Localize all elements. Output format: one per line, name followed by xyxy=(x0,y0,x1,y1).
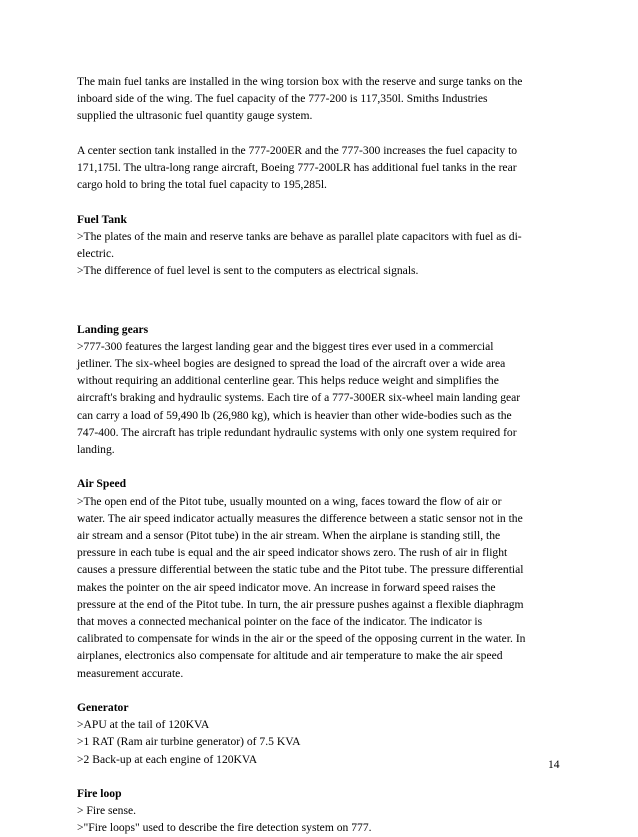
text-line: landing. xyxy=(77,443,115,457)
text-line: > Fire sense. xyxy=(77,804,137,818)
text-line: >1 RAT (Ram air turbine generator) of 7.5 KVA xyxy=(77,735,301,749)
text-line: airplanes, electronics also compensate for altitude and air temperature to make the air speed xyxy=(77,649,503,663)
section-landing-gears xyxy=(77,321,567,459)
section-fire-loop xyxy=(77,785,567,837)
text-line: pressure in each tube is equal and the air speed indicator shows zero. The rush of air in flight xyxy=(77,546,508,560)
text-line: inboard side of the wing. The fuel capacity of the 777-200 is 117,350l. Smiths Industries xyxy=(77,92,488,106)
section-heading: Landing gears xyxy=(77,322,149,336)
text-line: 171,175l. The ultra-long range aircraft, Boeing 777-200LR has additional fuel tanks in the rear xyxy=(77,161,517,174)
section-heading: Fire loop xyxy=(77,787,122,801)
text-line: jetliner. The six-wheel bogies are designed to spread the load of the aircraft over a wide area xyxy=(77,357,506,370)
text-line: The main fuel tanks are installed in the wing torsion box with the reserve and surge tanks on the xyxy=(77,75,523,88)
spacer xyxy=(77,768,567,785)
document-body xyxy=(77,73,567,837)
text-line: >The difference of fuel level is sent to the computers as electrical signals. xyxy=(77,264,419,278)
spacer xyxy=(77,279,567,303)
spacer xyxy=(77,193,567,210)
text-line: >2 Back-up at each engine of 120KVA xyxy=(77,752,258,766)
text-line: cargo hold to bring the total fuel capacity to 195,285l. xyxy=(77,178,327,192)
text-line: supplied the ultrasonic fuel quantity gauge system. xyxy=(77,109,313,123)
section-fuel-tank xyxy=(77,211,567,280)
text-line: air stream and a sensor (Pitot tube) in the air stream. When the airplane is standing still, the xyxy=(77,529,501,543)
text-line: calibrated to compensate for winds in the air or the speed of the opposing current in the water. In xyxy=(77,632,526,646)
text-line: electric. xyxy=(77,247,115,260)
spacer xyxy=(77,303,567,320)
section-heading: Generator xyxy=(77,701,129,715)
page-number: 14 xyxy=(548,758,560,771)
text-line: measurement accurate. xyxy=(77,666,184,680)
section-heading: Fuel Tank xyxy=(77,212,127,226)
section-air-speed xyxy=(77,475,567,681)
text-line: >777-300 features the largest landing gear and the biggest tires ever used in a commercial xyxy=(77,339,494,353)
text-line: without requiring an additional centerline gear. This helps reduce weight and simplifies the xyxy=(77,374,499,388)
text-line: >The open end of the Pitot tube, usually mounted on a wing, faces toward the flow of air or xyxy=(77,494,502,508)
text-line: water. The air speed indicator actually measures the difference between a static sensor not in the xyxy=(77,511,523,525)
text-line: can carry a load of 59,490 lb (26,980 kg), which is heavier than other wide-bodies such as the xyxy=(77,408,512,422)
text-line: causes a pressure differential between the static tube and the Pitot tube. The pressure differential xyxy=(77,563,524,577)
text-line: 747-400. The aircraft has triple redundant hydraulic systems with only one system required for xyxy=(77,425,517,439)
text-line: makes the pointer on the air speed indicator move. An increase in forward speed raises the xyxy=(77,580,496,594)
text-line: A center section tank installed in the 777-200ER and the 777-300 increases the fuel capacity to xyxy=(77,143,518,157)
spacer xyxy=(77,125,567,142)
spacer xyxy=(77,682,567,699)
text-line: that moves a connected mechanical pointer on the face of the indicator. The indicator is xyxy=(77,615,483,629)
text-line: >"Fire loops" used to describe the fire detection system on 777. xyxy=(77,821,372,835)
section-heading: Air Speed xyxy=(77,477,127,491)
text-line: aircraft's braking and hydraulic systems. Each tire of a 777-300ER six-wheel main landing gear xyxy=(77,391,521,405)
text-line: >The plates of the main and reserve tanks are behave as parallel plate capacitors with fuel as di- xyxy=(77,229,522,243)
text-line: >APU at the tail of 120KVA xyxy=(77,718,210,732)
intro-paragraph-fuel-tanks xyxy=(77,73,567,125)
text-line: pressure at the end of the Pitot tube. In turn, the air pressure pushes against a flexible diaphragm xyxy=(77,597,524,611)
spacer xyxy=(77,458,567,475)
section-generator xyxy=(77,699,567,768)
intro-paragraph-center-tank xyxy=(77,142,567,194)
